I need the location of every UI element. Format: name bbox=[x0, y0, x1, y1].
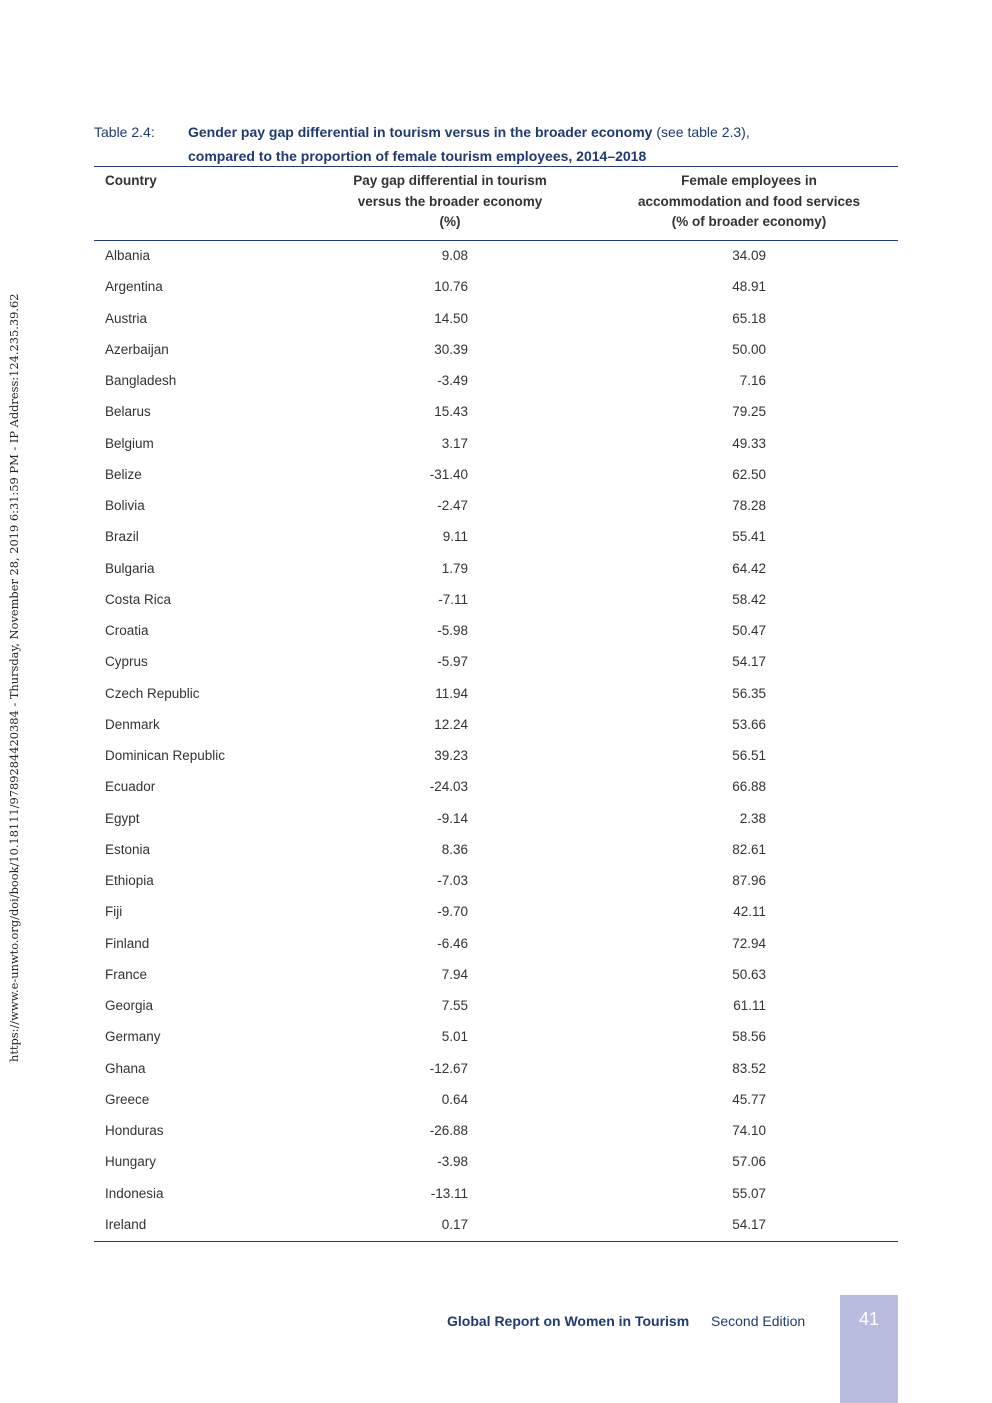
cell-pay-gap: -9.14 bbox=[437, 810, 468, 826]
cell-female-share: 61.11 bbox=[733, 998, 766, 1013]
cell-female-share: 64.42 bbox=[732, 560, 766, 576]
cell-female-share: 66.88 bbox=[732, 779, 766, 795]
cell-female-share: 72.94 bbox=[732, 935, 766, 951]
cell-female-share: 65.18 bbox=[732, 310, 766, 326]
cell-female-share: 56.51 bbox=[732, 748, 766, 763]
table-row bbox=[94, 1210, 898, 1241]
cell-pay-gap: -3.98 bbox=[437, 1154, 468, 1170]
table-row bbox=[94, 460, 898, 491]
cell-country: Denmark bbox=[105, 716, 160, 732]
cell-country: Czech Republic bbox=[105, 685, 200, 701]
cell-country: Albania bbox=[105, 248, 151, 263]
cell-female-share: 57.06 bbox=[732, 1154, 766, 1170]
table-row bbox=[94, 429, 898, 460]
cell-pay-gap: 1.79 bbox=[441, 560, 468, 576]
cell-female-share: 53.66 bbox=[732, 716, 766, 732]
cell-country: Ecuador bbox=[105, 779, 156, 795]
table-row bbox=[94, 897, 898, 928]
cell-female-share: 49.33 bbox=[732, 435, 766, 451]
header-pay-gap-line-3: (%) bbox=[439, 214, 461, 229]
cell-country: Belgium bbox=[105, 435, 154, 451]
cell-female-share: 83.52 bbox=[732, 1060, 766, 1076]
cell-pay-gap: -2.47 bbox=[437, 498, 468, 513]
cell-pay-gap: 9.11 bbox=[442, 529, 468, 545]
table-row bbox=[94, 929, 898, 960]
cell-country: Germany bbox=[105, 1029, 161, 1045]
table-title-ref: (see table 2.3), bbox=[652, 124, 750, 140]
header-female-employees bbox=[614, 171, 884, 233]
table-row bbox=[94, 491, 898, 522]
cell-pay-gap: 11.94 bbox=[435, 685, 468, 701]
cell-pay-gap: 10.76 bbox=[434, 279, 468, 295]
cell-country: Ethiopia bbox=[105, 873, 154, 888]
table-row bbox=[94, 397, 898, 428]
cell-female-share: 54.17 bbox=[732, 1216, 766, 1232]
cell-pay-gap: -7.11 bbox=[438, 591, 468, 607]
table-title bbox=[188, 120, 888, 168]
cell-country: Bulgaria bbox=[105, 560, 155, 576]
cell-country: Brazil bbox=[105, 529, 139, 545]
cell-female-share: 2.38 bbox=[739, 810, 766, 826]
table-row bbox=[94, 647, 898, 678]
table-row bbox=[94, 804, 898, 835]
header-female-line-2: accommodation and food services bbox=[637, 193, 861, 209]
table-top-rule bbox=[94, 166, 898, 167]
cell-pay-gap: -12.67 bbox=[429, 1060, 468, 1076]
table-number: Table 2.4: bbox=[94, 124, 155, 140]
cell-pay-gap: -24.03 bbox=[429, 779, 468, 795]
cell-country: Austria bbox=[105, 310, 148, 326]
header-pay-gap bbox=[334, 171, 566, 233]
table-row bbox=[94, 554, 898, 585]
cell-female-share: 55.07 bbox=[732, 1185, 766, 1201]
cell-female-share: 34.09 bbox=[732, 248, 766, 263]
cell-pay-gap: 14.50 bbox=[434, 310, 468, 326]
cell-country: Ghana bbox=[105, 1060, 146, 1076]
cell-country: Bangladesh bbox=[105, 373, 177, 388]
cell-female-share: 50.63 bbox=[732, 966, 766, 982]
cell-female-share: 78.28 bbox=[732, 498, 766, 513]
cell-pay-gap: 0.17 bbox=[441, 1216, 468, 1232]
table-row bbox=[94, 679, 898, 710]
table-row bbox=[94, 710, 898, 741]
table-row bbox=[94, 1085, 898, 1116]
header-pay-gap-line-2: versus the broader economy bbox=[357, 193, 543, 209]
cell-pay-gap: -9.70 bbox=[437, 904, 468, 920]
cell-female-share: 79.25 bbox=[732, 404, 766, 420]
cell-female-share: 42.11 bbox=[733, 904, 766, 920]
cell-female-share: 55.41 bbox=[732, 529, 766, 545]
page-number: 41 bbox=[858, 1309, 880, 1329]
cell-pay-gap: 8.36 bbox=[441, 841, 468, 857]
table-row bbox=[94, 772, 898, 803]
cell-female-share: 56.35 bbox=[732, 685, 766, 701]
cell-country: Honduras bbox=[105, 1123, 164, 1138]
cell-country: Finland bbox=[105, 935, 150, 951]
cell-pay-gap: -5.98 bbox=[437, 623, 468, 638]
table-body bbox=[94, 241, 898, 1241]
table-row bbox=[94, 866, 898, 897]
table-row bbox=[94, 585, 898, 616]
cell-pay-gap: -6.46 bbox=[437, 935, 468, 951]
cell-country: Bolivia bbox=[105, 498, 145, 513]
cell-female-share: 48.91 bbox=[732, 279, 766, 295]
table-row bbox=[94, 835, 898, 866]
cell-country: Fiji bbox=[105, 904, 123, 920]
cell-country: Cyprus bbox=[105, 654, 148, 670]
header-country: Country bbox=[105, 173, 157, 188]
cell-female-share: 58.42 bbox=[732, 591, 766, 607]
table-row bbox=[94, 1054, 898, 1085]
cell-pay-gap: -3.49 bbox=[437, 373, 468, 388]
table-row bbox=[94, 1022, 898, 1053]
cell-female-share: 7.16 bbox=[739, 373, 766, 388]
cell-female-share: 87.96 bbox=[732, 873, 766, 888]
cell-pay-gap: -13.11 bbox=[430, 1185, 468, 1201]
cell-pay-gap: 0.64 bbox=[441, 1091, 468, 1107]
table-row bbox=[94, 241, 898, 272]
table-row bbox=[94, 960, 898, 991]
cell-pay-gap: 39.23 bbox=[434, 748, 468, 763]
cell-country: Costa Rica bbox=[105, 591, 172, 607]
table-row bbox=[94, 741, 898, 772]
cell-country: Belize bbox=[105, 466, 142, 482]
cell-country: Dominican Republic bbox=[105, 748, 226, 763]
header-female-line-1: Female employees in bbox=[681, 173, 817, 188]
cell-country: Georgia bbox=[105, 998, 154, 1013]
table-row bbox=[94, 991, 898, 1022]
cell-pay-gap: 3.17 bbox=[441, 435, 468, 451]
table-row bbox=[94, 1179, 898, 1210]
cell-female-share: 50.00 bbox=[732, 341, 766, 357]
table-row bbox=[94, 1116, 898, 1147]
cell-country: Ireland bbox=[105, 1216, 147, 1232]
cell-female-share: 82.61 bbox=[732, 841, 766, 857]
cell-pay-gap: 5.01 bbox=[441, 1029, 468, 1045]
cell-country: Croatia bbox=[105, 623, 149, 638]
cell-pay-gap: 7.94 bbox=[441, 966, 468, 982]
header-pay-gap-line-1: Pay gap differential in tourism bbox=[353, 173, 547, 188]
table-row bbox=[94, 616, 898, 647]
header-female-line-3: (% of broader economy) bbox=[671, 214, 827, 229]
table-row bbox=[94, 335, 898, 366]
cell-female-share: 50.47 bbox=[732, 623, 766, 638]
download-watermark: https://www.e-unwto.org/doi/book/10.18111/9789284420384 - Thursday, November 28, 2019 6:31:59 PM - IP Address:124.235.39.62 bbox=[7, 293, 21, 1062]
page-number-box bbox=[840, 1295, 898, 1403]
cell-country: Egypt bbox=[105, 810, 140, 826]
footer-edition: Second Edition bbox=[711, 1313, 806, 1329]
cell-pay-gap: -26.88 bbox=[429, 1123, 468, 1138]
cell-female-share: 54.17 bbox=[732, 654, 766, 670]
cell-country: Argentina bbox=[105, 279, 163, 295]
table-row bbox=[94, 366, 898, 397]
footer-report-title: Global Report on Women in Tourism bbox=[447, 1313, 690, 1329]
cell-country: Azerbaijan bbox=[105, 341, 169, 357]
cell-female-share: 62.50 bbox=[732, 466, 766, 482]
cell-country: Belarus bbox=[105, 404, 151, 420]
cell-pay-gap: 30.39 bbox=[434, 341, 468, 357]
table-title-main: Gender pay gap differential in tourism versus in the broader economy bbox=[188, 124, 653, 140]
cell-female-share: 58.56 bbox=[732, 1029, 766, 1045]
cell-pay-gap: 7.55 bbox=[441, 998, 468, 1013]
cell-country: France bbox=[105, 966, 148, 982]
cell-female-share: 74.10 bbox=[732, 1123, 766, 1138]
cell-pay-gap: 9.08 bbox=[441, 248, 468, 263]
cell-pay-gap: -31.40 bbox=[429, 466, 468, 482]
table-bottom-rule bbox=[94, 1241, 898, 1242]
cell-female-share: 45.77 bbox=[732, 1091, 766, 1107]
cell-country: Hungary bbox=[105, 1154, 157, 1170]
cell-pay-gap: 12.24 bbox=[434, 716, 468, 732]
cell-pay-gap: 15.43 bbox=[434, 404, 468, 420]
table-subtitle: compared to the proportion of female tourism employees, 2014–2018 bbox=[188, 148, 647, 164]
table-row bbox=[94, 272, 898, 303]
cell-country: Indonesia bbox=[105, 1185, 164, 1201]
cell-country: Estonia bbox=[105, 841, 151, 857]
table-row bbox=[94, 522, 898, 553]
table-row bbox=[94, 304, 898, 335]
cell-country: Greece bbox=[105, 1091, 150, 1107]
cell-pay-gap: -7.03 bbox=[437, 873, 468, 888]
cell-pay-gap: -5.97 bbox=[437, 654, 468, 670]
table-header bbox=[94, 168, 898, 240]
table-row bbox=[94, 1147, 898, 1178]
